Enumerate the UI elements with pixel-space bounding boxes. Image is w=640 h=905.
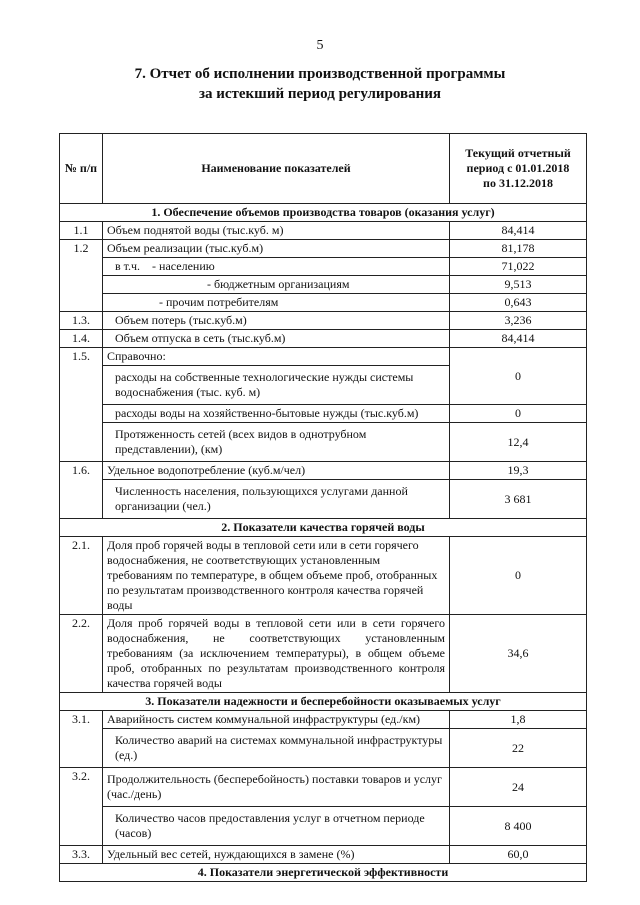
table-row: [60, 348, 587, 366]
table-row: [60, 711, 587, 729]
header-name: Наименование показателей: [103, 134, 450, 204]
row-name: Продолжительность (бесперебойность) поставки товаров и услуг (час./день): [103, 768, 450, 807]
row-name: Объем отпуска в сеть (тыс.куб.м): [103, 330, 450, 348]
row-value: 84,414: [450, 222, 587, 240]
table-row: [60, 276, 587, 294]
row-value: 60,0: [450, 846, 587, 864]
table-row: [60, 615, 587, 693]
row-name: Количество часов предоставления услуг в отчетном периоде (часов): [103, 807, 450, 846]
row-name: расходы воды на хозяйственно-бытовые нужды (тыс.куб.м): [103, 405, 450, 423]
row-value: 8 400: [450, 807, 587, 846]
table-row: [60, 258, 587, 276]
row-num: 3.1.: [60, 711, 103, 768]
table-row: [60, 846, 587, 864]
table-row: [60, 537, 587, 615]
row-name: расходы на собственные технологические нужды системы водоснабжения (тыс. куб. м): [103, 366, 450, 405]
row-value: 0: [450, 348, 587, 405]
row-name: в т.ч. - населению: [103, 258, 450, 276]
row-name: - бюджетным организациям: [103, 276, 450, 294]
row-value: 9,513: [450, 276, 587, 294]
table-header: [60, 134, 587, 204]
table-row: [60, 807, 587, 846]
page-title: [0, 64, 640, 104]
row-name: - прочим потребителям: [103, 294, 450, 312]
row-num: 1.2: [60, 240, 103, 312]
row-value: 12,4: [450, 423, 587, 462]
table-row: [60, 729, 587, 768]
row-num: 3.3.: [60, 846, 103, 864]
title-line-1: 7. Отчет об исполнении производственной программы: [134, 66, 506, 82]
row-value: 0: [450, 537, 587, 615]
row-name: Доля проб горячей воды в тепловой сети или в сети горячего водоснабжения, не соответствующих установленным требованиям по температуре, в общем объеме проб, отобранных по результатам производственного контроля качества горячей воды: [103, 537, 450, 615]
section-title: 3. Показатели надежности и бесперебойности оказываемых услуг: [60, 693, 587, 711]
row-num: 1.5.: [60, 348, 103, 462]
section-title: 2. Показатели качества горячей воды: [60, 519, 587, 537]
row-name: Объем потерь (тыс.куб.м): [103, 312, 450, 330]
section-row: [60, 864, 587, 882]
row-value: 81,178: [450, 240, 587, 258]
row-value: 71,022: [450, 258, 587, 276]
row-num: 1.6.: [60, 462, 103, 519]
section-row: [60, 204, 587, 222]
row-value: 22: [450, 729, 587, 768]
header-num: № п/п: [60, 134, 103, 204]
row-name: Удельное водопотребление (куб.м/чел): [103, 462, 450, 480]
row-value: 0,643: [450, 294, 587, 312]
row-name: Протяженность сетей (всех видов в однотрубном представлении), (км): [103, 423, 450, 462]
row-value: 3,236: [450, 312, 587, 330]
table-row: [60, 480, 587, 519]
header-period: Текущий отчетный период с 01.01.2018 по 31.12.2018: [450, 134, 587, 204]
section-title: 4. Показатели энергетической эффективности: [60, 864, 587, 882]
table-row: [60, 462, 587, 480]
row-value: 0: [450, 405, 587, 423]
row-name: Справочно:: [103, 348, 450, 366]
row-num: 2.2.: [60, 615, 103, 693]
row-name: Численность населения, пользующихся услугами данной организации (чел.): [103, 480, 450, 519]
row-num: 1.1: [60, 222, 103, 240]
row-name: Количество аварий на системах коммунальной инфраструктуры (ед.): [103, 729, 450, 768]
report-table: [59, 133, 587, 882]
row-name: Объем поднятой воды (тыс.куб. м): [103, 222, 450, 240]
table-row: [60, 240, 587, 258]
table-row: [60, 294, 587, 312]
row-name: Удельный вес сетей, нуждающихся в замене (%): [103, 846, 450, 864]
row-value: 19,3: [450, 462, 587, 480]
row-name: Объем реализации (тыс.куб.м): [103, 240, 450, 258]
section-title: 1. Обеспечение объемов производства товаров (оказания услуг): [60, 204, 587, 222]
row-num: 1.4.: [60, 330, 103, 348]
row-value: 24: [450, 768, 587, 807]
table-row: [60, 768, 587, 807]
table-row: [60, 405, 587, 423]
table-row: [60, 330, 587, 348]
row-value: 1,8: [450, 711, 587, 729]
table-row: [60, 312, 587, 330]
title-line-2: за истекший период регулирования: [198, 86, 442, 102]
row-value: 34,6: [450, 615, 587, 693]
table-row: [60, 222, 587, 240]
row-num: 3.2.: [60, 768, 103, 846]
row-num: 1.3.: [60, 312, 103, 330]
row-value: 84,414: [450, 330, 587, 348]
section-row: [60, 519, 587, 537]
table-row: [60, 423, 587, 462]
row-name: Аварийность систем коммунальной инфраструктуры (ед./км): [103, 711, 450, 729]
page-number: 5: [316, 38, 324, 53]
section-row: [60, 693, 587, 711]
row-value: 3 681: [450, 480, 587, 519]
row-num: 2.1.: [60, 537, 103, 615]
row-name: Доля проб горячей воды в тепловой сети или в сети горячего водоснабжения, не соответствующих установленным требованиям (за исключением температуры), в общем объеме проб, отобранных по результатам производственного контроля качества горячей воды: [103, 615, 450, 693]
